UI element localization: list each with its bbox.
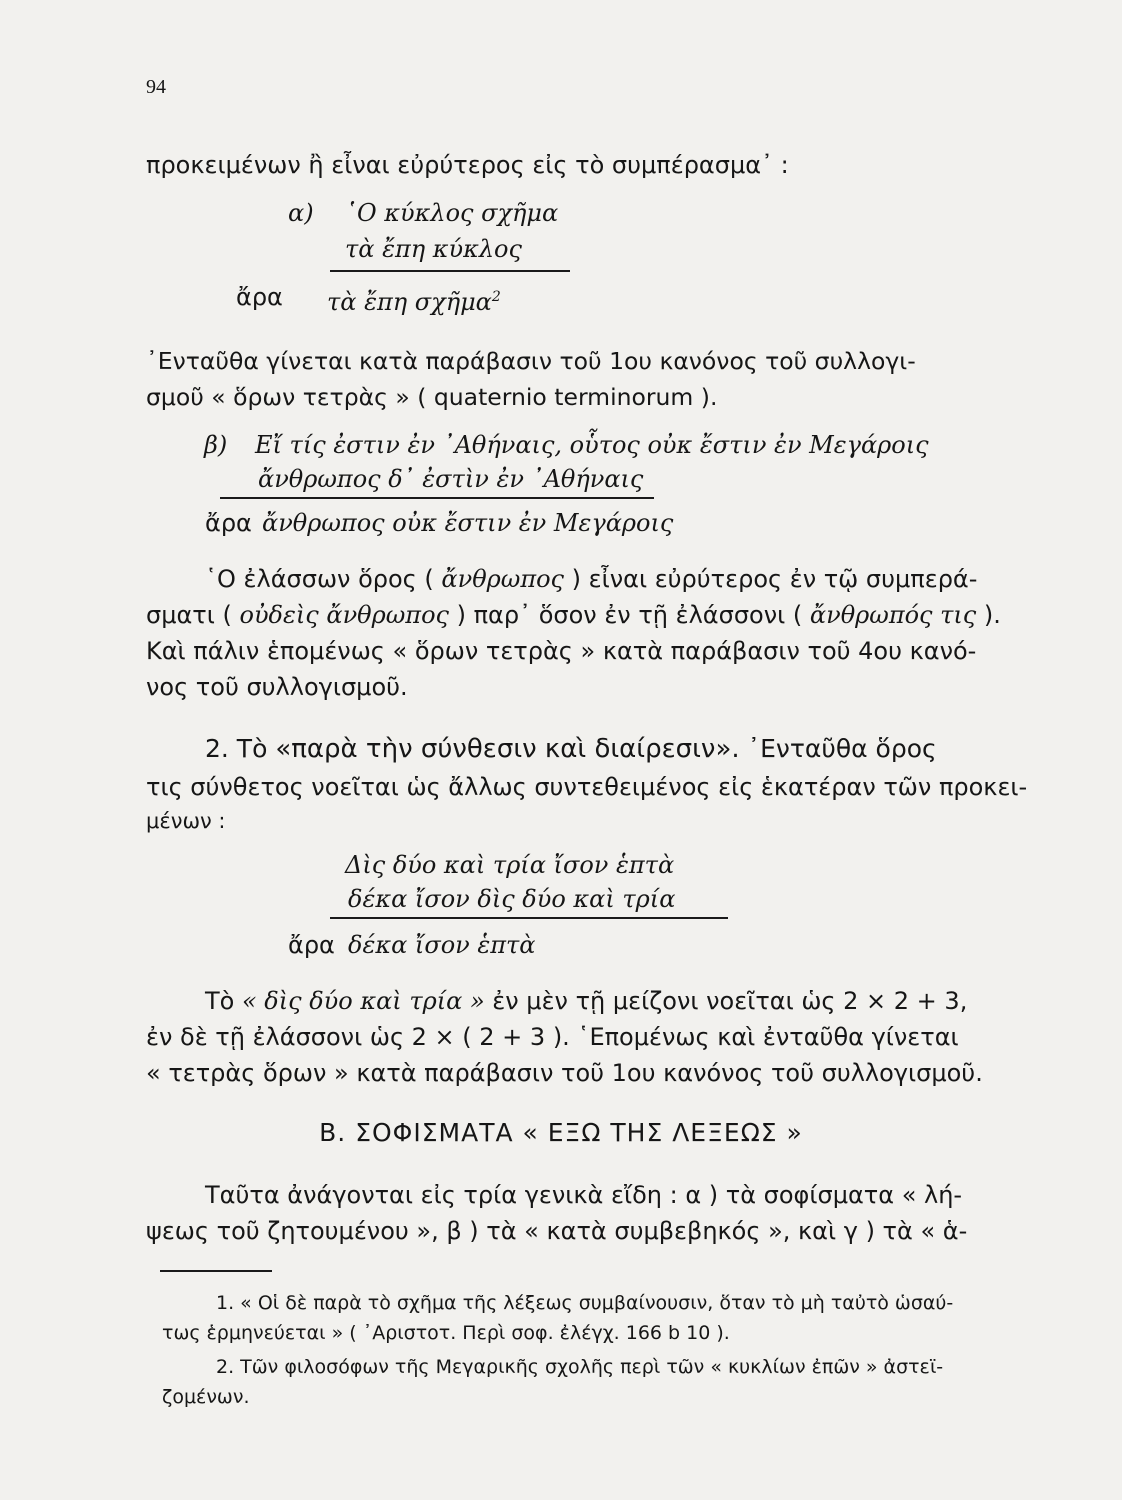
section2-line1 <box>205 734 937 764</box>
syllogism-b-premise1: Εἴ τίς ἐστιν ἐν ᾽Αθήναις, οὗτος οὐκ ἔστιν ἐν Μεγάροις <box>255 431 929 459</box>
syllogism-c-rule <box>330 917 728 919</box>
syllogism-b-premise2: ἄνθρωπος δ᾽ ἐστὶν ἐν ᾽Αθήναις <box>258 465 644 493</box>
syllogism-b-rule <box>220 497 654 499</box>
syllogism-a-conclusion <box>327 282 501 317</box>
syllogism-a-ara: ἄρα <box>236 283 283 311</box>
section2-line3: μένων : <box>146 809 226 833</box>
para2-l1-italic: ἄνθρωπος <box>441 565 564 593</box>
para2-l2-b: ) παρ᾽ ὅσον ἐν τῇ ἐλάσσονι ( <box>456 601 803 629</box>
para2-line4: νος τοῦ συλλογισμοῦ. <box>146 673 408 701</box>
syllogism-c-ara: ἄρα <box>288 931 335 959</box>
section2-number: 2. Τὸ <box>205 734 268 763</box>
footnote-2-line1: 2. Τῶν φιλοσόφων τῆς Μεγαρικῆς σχολῆς περὶ τῶν « κυκλίων ἐπῶν » ἀστεϊ- <box>216 1356 944 1378</box>
footnote-2-line2: ζομένων. <box>162 1386 250 1408</box>
para2-l2-italic2: ἄνθρωπός τις <box>809 601 977 629</box>
para2-line2 <box>146 600 1001 630</box>
section2-line2: τις σύνθετος νοεῖται ὡς ἄλλως συντεθειμένος εἰς ἑκατέραν τῶν προκει- <box>146 773 1028 801</box>
para2-l1-b: ) εἶναι εὐρύτερος ἐν τῷ συμπερά- <box>571 565 978 593</box>
syllogism-a-conclusion-text: τὰ ἔπη σχῆμα <box>327 288 492 316</box>
section2-rest: ᾽Ενταῦθα ὅρος <box>747 734 937 763</box>
page-number: 94 <box>146 76 166 98</box>
syllogism-a-premise1: ῾Ο κύκλος σχῆμα <box>345 199 559 227</box>
footnote-1-line2: τως ἑρμηνεύεται » ( ᾽Αριστοτ. Περὶ σοφ. ἐλέγχ. 166 b 10 ). <box>162 1322 730 1344</box>
intro-line: προκειμένων ἢ εἶναι εὐρύτερος εἰς τὸ συμπέρασμα᾽ : <box>146 151 789 179</box>
para3-l1-italic: « δὶς δύο καὶ τρία » <box>241 987 485 1015</box>
section-heading-b: Β. ΣΟΦΙΣΜΑΤΑ « ΕΞΩ ΤΗΣ ΛΕΞΕΩΣ » <box>319 1118 803 1147</box>
para3-l1-b: ἐν μὲν τῇ μείζονι νοεῖται ὡς 2 × 2 + 3, <box>492 987 968 1015</box>
para2-l2-italic1: οὐδεὶς ἄνθρωπος <box>239 601 449 629</box>
syllogism-c-premise2: δέκα ἴσον δὶς δύο καὶ τρία <box>348 885 676 913</box>
para2-line1 <box>205 564 977 594</box>
para2-l2-c: ). <box>983 601 1001 629</box>
syllogism-a-label: α) <box>288 199 314 227</box>
syllogism-a-rule <box>330 270 570 272</box>
footnote-separator <box>160 1270 272 1272</box>
syllogism-c-premise1: Δὶς δύο καὶ τρία ἴσον ἑπτὰ <box>345 851 675 879</box>
para3-line1 <box>205 986 967 1016</box>
para3-line3: « τετρὰς ὅρων » κατὰ παράβασιν τοῦ 1ου κανόνος τοῦ συλλογισμοῦ. <box>146 1059 983 1087</box>
para3-line2: ἐν δὲ τῇ ἐλάσσονι ὡς 2 × ( 2 + 3 ). ῾Επομένως καὶ ἐνταῦθα γίνεται <box>146 1023 959 1051</box>
syllogism-c-conclusion: δέκα ἴσον ἑπτὰ <box>348 931 536 959</box>
para2-l2-a: σματι ( <box>146 601 232 629</box>
footnote-1-line1: 1. « Οἱ δὲ παρὰ τὸ σχῆμα τῆς λέξεως συμβαίνουσιν, ὅταν τὸ μὴ ταὐτὸ ὡσαύ- <box>216 1292 954 1314</box>
para2-l1-a: ῾Ο ἐλάσσων ὅρος ( <box>205 565 434 593</box>
footnote-ref-2: 2 <box>491 289 501 305</box>
para3-l1-a: Τὸ <box>205 987 235 1015</box>
para2-line3: Καὶ πάλιν ἑπομένως « ὅρων τετρὰς » κατὰ παράβασιν τοῦ 4ου κανό- <box>146 637 977 665</box>
syllogism-a-premise2: τὰ ἔπη κύκλος <box>345 235 522 263</box>
syllogism-b-label: β) <box>204 431 228 459</box>
para1-line2: σμοῦ « ὅρων τετρὰς » ( quaternio terminorum ). <box>146 383 718 411</box>
section2-title: «παρὰ τὴν σύνθεσιν καὶ διαίρεσιν». <box>275 734 740 764</box>
syllogism-b-ara: ἄρα <box>205 509 252 537</box>
para4-line2: ψεως τοῦ ζητουμένου », β ) τὰ « κατὰ συμβεβηκός », καὶ γ ) τὰ « ἁ- <box>146 1217 968 1245</box>
para1-line1: ᾽Ενταῦθα γίνεται κατὰ παράβασιν τοῦ 1ου κανόνος τοῦ συλλογι- <box>146 347 916 375</box>
syllogism-b-conclusion: ἄνθρωπος οὐκ ἔστιν ἐν Μεγάροις <box>262 509 674 537</box>
para4-line1: Ταῦτα ἀνάγονται εἰς τρία γενικὰ εἴδη : α ) τὰ σοφίσματα « λή- <box>205 1181 963 1209</box>
